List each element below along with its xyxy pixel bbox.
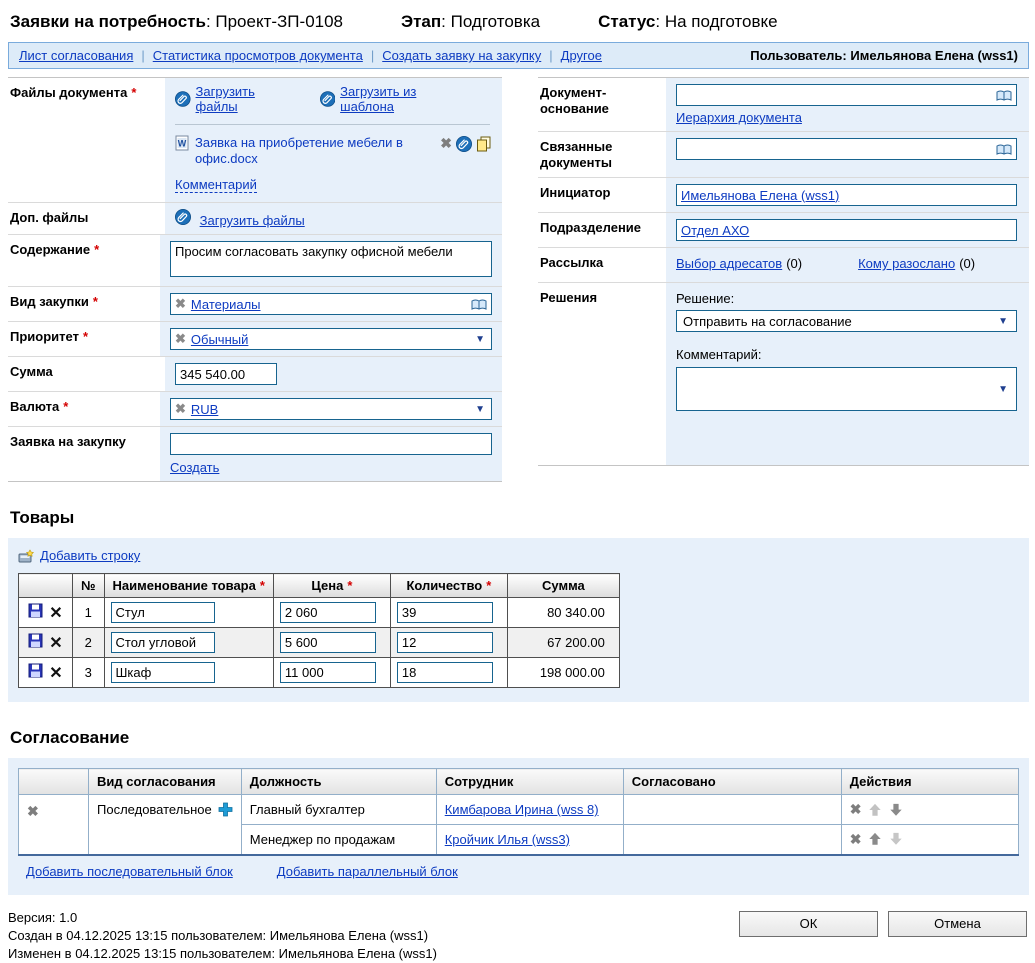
approved-cell (623, 795, 841, 825)
attach-file-icon[interactable] (456, 136, 472, 152)
field-row-files (8, 78, 502, 203)
status-value: : На подготовке (655, 12, 778, 31)
chevron-down-icon: ▼ (998, 315, 1008, 327)
toolbar-separator: | (141, 48, 145, 63)
paperclip-icon (175, 209, 191, 225)
field-row-department (538, 213, 1029, 248)
approval-col-actions: Действия (841, 769, 1018, 795)
add-row-action[interactable] (18, 548, 1019, 563)
form-left-column (8, 77, 502, 482)
required-marker: * (63, 399, 69, 414)
decisions-label: Решения (540, 290, 598, 305)
decision-comment-label: Комментарий: (676, 347, 762, 362)
goods-qty-input[interactable] (397, 662, 493, 683)
initiator-field (676, 184, 1017, 206)
goods-col-qty: Количество * (390, 574, 507, 598)
approval-block-type: Последовательное (97, 802, 212, 817)
cancel-button[interactable]: Отмена (888, 911, 1027, 937)
chevron-down-icon[interactable]: ▼ (475, 333, 485, 345)
save-row-icon[interactable] (28, 663, 43, 678)
remove-approver-icon[interactable]: ✖ (849, 830, 862, 847)
approval-col-actions-left (19, 769, 89, 795)
required-marker: * (486, 578, 492, 593)
save-row-icon[interactable] (28, 633, 43, 648)
upload-files-action[interactable] (175, 84, 298, 114)
add-row-link[interactable]: Добавить строку (40, 548, 141, 563)
field-row-currency (8, 392, 502, 427)
related-documents-label: Связанные документы (540, 139, 613, 170)
goods-col-price: Цена * (273, 574, 390, 598)
required-marker: * (131, 85, 137, 100)
clear-value-icon[interactable]: ✖ (175, 401, 186, 416)
approval-col-position: Должность (241, 769, 436, 795)
currency-label: Валюта * (10, 399, 69, 414)
delete-row-icon[interactable]: ✕ (49, 664, 63, 682)
page-title (8, 8, 1029, 42)
stage-label: Этап (401, 12, 442, 31)
lookup-book-icon[interactable] (471, 298, 487, 311)
paperclip-icon (175, 91, 191, 107)
initiator-value-link[interactable]: Имельянова Елена (wss1) (681, 187, 840, 203)
delete-row-icon[interactable]: ✕ (49, 604, 63, 622)
goods-col-actions (19, 574, 73, 598)
toolbar-item-other[interactable]: Другое (560, 48, 602, 63)
files-label: Файлы документа * (10, 85, 137, 100)
required-marker: * (92, 294, 98, 309)
upload-files-link[interactable]: Загрузить файлы (195, 84, 255, 114)
priority-label: Приоритет * (10, 329, 89, 344)
delete-file-icon[interactable]: ✖ (440, 135, 452, 151)
goods-price-input[interactable] (280, 602, 376, 623)
approver-position: Менеджер по продажам (241, 825, 436, 855)
form-right-column (538, 77, 1029, 466)
field-row-initiator (538, 178, 1029, 213)
table-row (19, 658, 620, 688)
attached-file-item (175, 135, 492, 167)
select-recipients-link[interactable]: Выбор адресатов (676, 256, 783, 271)
add-approver-icon[interactable] (218, 802, 233, 817)
field-row-purchase-type (8, 287, 502, 322)
approval-col-approved: Согласовано (623, 769, 841, 795)
approver-position: Главный бухгалтер (241, 795, 436, 825)
purchase-type-label: Вид закупки * (10, 294, 98, 309)
file-versions-icon[interactable] (476, 136, 492, 152)
amount-input[interactable] (175, 363, 277, 385)
department-label: Подразделение (540, 220, 642, 235)
initiator-label: Инициатор (540, 185, 611, 200)
add-sequential-block-link[interactable]: Добавить последовательный блок (26, 863, 233, 879)
priority-dropdown[interactable] (170, 328, 492, 350)
goods-row-sum: 67 200.00 (507, 628, 619, 658)
move-up-icon (868, 803, 882, 817)
purchase-request-label: Заявка на закупку (10, 434, 126, 449)
goods-col-number: № (73, 574, 105, 598)
purchase-request-input[interactable] (170, 433, 492, 455)
goods-header-row (19, 574, 620, 598)
approval-table (18, 768, 1019, 856)
base-document-field[interactable] (676, 84, 1017, 106)
approval-col-employee: Сотрудник (436, 769, 623, 795)
upload-extra-files-link[interactable]: Загрузить файлы (199, 213, 305, 228)
current-user: Пользователь: Имельянова Елена (wss1) (750, 48, 1018, 63)
content-label: Содержание * (10, 242, 100, 257)
decision-selected-value: Отправить на согласование (683, 313, 852, 329)
approval-header-row (19, 769, 1019, 795)
toolbar-item-view-statistics[interactable]: Статистика просмотров документа (152, 48, 363, 63)
purchase-type-value[interactable]: Материалы (190, 296, 261, 312)
table-row (19, 795, 1019, 825)
field-row-related-documents (538, 132, 1029, 178)
chevron-down-icon[interactable]: ▼ (475, 403, 485, 415)
approver-employee-link[interactable]: Кимбарова Ирина (wss 8) (444, 802, 599, 817)
upload-from-template-link[interactable]: Загрузить из шаблона (340, 84, 417, 114)
approved-cell (623, 825, 841, 855)
doc-type-label: Заявки на потребность (10, 12, 206, 31)
department-value-link[interactable]: Отдел АХО (681, 222, 750, 238)
decision-label: Решение: (676, 291, 735, 306)
move-down-icon (889, 832, 903, 846)
currency-value[interactable]: RUB (190, 401, 219, 417)
form-area (8, 77, 1029, 482)
required-marker: * (94, 242, 100, 257)
field-row-purchase-request (8, 427, 502, 481)
required-marker: * (259, 578, 265, 593)
amount-label: Сумма (10, 364, 53, 379)
approval-panel (8, 758, 1029, 895)
toolbar-separator: | (370, 48, 375, 63)
approval-col-type: Вид согласования (89, 769, 242, 795)
department-field (676, 219, 1017, 241)
move-down-icon[interactable] (889, 803, 903, 817)
save-row-icon[interactable] (28, 603, 43, 618)
attached-file-name[interactable]: Заявка на приобретение мебели в офис.docx (195, 135, 403, 166)
table-row (19, 598, 620, 628)
sent-to-link[interactable]: Кому разослано (858, 256, 956, 271)
move-up-icon[interactable] (868, 832, 882, 846)
approval-section-title: Согласование (10, 728, 130, 747)
select-recipients-count: (0) (786, 256, 803, 271)
currency-dropdown[interactable] (170, 398, 492, 420)
modified-text: Изменен в 04.12.2025 13:15 пользователем: Имельянова Елена (wss1) (8, 945, 437, 961)
lookup-book-icon[interactable] (996, 89, 1012, 102)
created-text: Создан в 04.12.2025 13:15 пользователем: Имельянова Елена (wss1) (8, 927, 429, 943)
decision-select[interactable] (676, 310, 1017, 332)
add-row-icon (18, 549, 34, 563)
goods-qty-input[interactable] (397, 602, 493, 623)
goods-name-input[interactable] (111, 602, 215, 623)
mailing-label: Рассылка (540, 255, 604, 270)
goods-col-sum: Сумма (507, 574, 619, 598)
content-input[interactable] (170, 241, 492, 277)
sent-to-count: (0) (959, 256, 976, 271)
divider (175, 124, 490, 125)
table-row (19, 628, 620, 658)
toolbar-item-create-purchase-request[interactable]: Создать заявку на закупку (382, 48, 542, 63)
goods-col-name: Наименование товара * (104, 574, 273, 598)
toolbar-item-approval-sheet[interactable]: Лист согласования (19, 48, 134, 63)
toolbar-separator: | (549, 48, 553, 63)
related-documents-field[interactable] (676, 138, 1017, 160)
field-row-base-document (538, 78, 1029, 132)
goods-price-input[interactable] (280, 662, 376, 683)
clear-value-icon[interactable]: ✖ (175, 296, 186, 311)
upload-extra-files-action[interactable] (175, 213, 305, 228)
goods-panel (8, 538, 1029, 702)
stage-value: : Подготовка (441, 12, 541, 31)
document-hierarchy-link[interactable]: Иерархия документа (676, 110, 802, 125)
status-label: Статус (598, 12, 656, 31)
priority-value[interactable]: Обычный (190, 331, 249, 347)
doc-number: : Проект-ЗП-0108 (205, 12, 344, 31)
lookup-book-icon[interactable] (996, 143, 1012, 156)
file-comment-link[interactable]: Комментарий (175, 177, 257, 192)
field-row-content (8, 235, 502, 287)
extra-files-label: Доп. файлы (10, 210, 89, 225)
base-document-label: Документ-основание (540, 85, 609, 116)
goods-price-input[interactable] (280, 632, 376, 653)
footer (8, 909, 1029, 963)
field-row-amount (8, 357, 502, 392)
field-row-mailing (538, 248, 1029, 283)
upload-from-template-action[interactable] (320, 84, 470, 114)
row-number: 3 (73, 658, 105, 688)
approver-employee-link[interactable]: Кройчик Илья (wss3) (444, 831, 570, 847)
chevron-down-icon: ▼ (998, 383, 1008, 395)
paperclip-icon (320, 91, 336, 107)
decision-comment-combobox[interactable] (676, 367, 1017, 411)
goods-table (18, 573, 620, 688)
clear-value-icon[interactable]: ✖ (175, 331, 186, 346)
goods-section-title: Товары (10, 508, 75, 527)
word-document-icon (175, 135, 189, 151)
goods-row-sum: 198 000.00 (507, 658, 619, 688)
delete-block-icon[interactable]: ✖ (27, 803, 39, 819)
toolbar (8, 42, 1029, 69)
field-row-priority (8, 322, 502, 357)
add-parallel-block-link[interactable]: Добавить параллельный блок (276, 863, 458, 879)
goods-row-sum: 80 340.00 (507, 598, 619, 628)
goods-qty-input[interactable] (397, 632, 493, 653)
row-number: 1 (73, 598, 105, 628)
remove-approver-icon[interactable]: ✖ (849, 801, 862, 817)
required-marker: * (347, 578, 353, 593)
required-marker: * (82, 329, 89, 344)
goods-name-input[interactable] (111, 662, 215, 683)
goods-name-input[interactable] (111, 632, 215, 653)
purchase-type-field[interactable] (170, 293, 492, 315)
delete-row-icon[interactable]: ✕ (49, 634, 63, 652)
ok-button[interactable]: ОК (739, 911, 878, 937)
row-number: 2 (73, 628, 105, 658)
field-row-decisions (538, 283, 1029, 465)
field-row-extra-files (8, 203, 502, 235)
create-purchase-request-link[interactable]: Создать (170, 460, 220, 475)
version-text: Версия: 1.0 (8, 909, 78, 925)
